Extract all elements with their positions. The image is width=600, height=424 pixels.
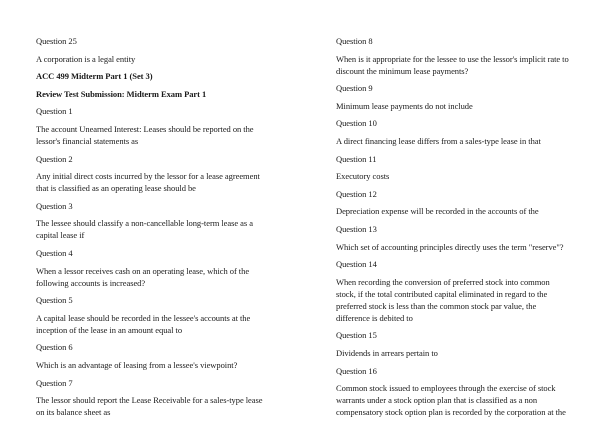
left-column [36, 35, 271, 424]
question-text: Dividends in arrears pertain to [336, 347, 438, 358]
question-number: Question 15 [336, 330, 377, 341]
question-text: When a lessor receives cash on an operating lease, which of the following accounts is increased? [36, 265, 250, 288]
question-text: Executory costs [336, 171, 390, 182]
question-number: Question 13 [336, 223, 377, 234]
question-text: The account Unearned Interest: Leases should be reported on the lessor's financial statements as [36, 123, 254, 146]
question-number: Question 2 [36, 153, 73, 164]
question-text: Which is an advantage of leasing from a lessee's viewpoint? [36, 359, 238, 370]
question-number: Question 1 [36, 106, 73, 117]
question-number: Question 6 [36, 342, 73, 353]
question-number: Question 3 [36, 200, 73, 211]
question-number: Question 14 [336, 259, 377, 270]
question-text: Minimum lease payments do not include [336, 100, 473, 111]
question-text: When recording the conversion of preferred stock into common stock, if the total contributed capital eliminated in regard to the preferred stock is less than the common stock par value, the difference is debited to [336, 276, 550, 323]
question-text: Any initial direct costs incurred by the lessor for a lease agreement that is classified as an operating lease should be [36, 171, 260, 194]
question-text: A capital lease should be recorded in the lessee's accounts at the inception of the lease in an amount equal to [36, 312, 251, 335]
right-column [336, 35, 571, 424]
question-number: Question 5 [36, 295, 73, 306]
question-number: Question 4 [36, 247, 73, 258]
question-number: Question 11 [336, 153, 377, 164]
section-heading: Review Test Submission: Midterm Exam Part 1 [36, 88, 207, 99]
question-number: Question 9 [336, 83, 373, 94]
question-text: A corporation is a legal entity [36, 53, 136, 64]
question-number: Question 10 [336, 118, 377, 129]
question-text: The lessee should classify a non-cancellable long-term lease as a capital lease if [36, 218, 253, 241]
question-text: A direct financing lease differs from a sales-type lease in that [336, 135, 541, 146]
question-text: Common stock issued to employees through the exercise of stock warrants under a stock option plan that is classified as a non compensatory stock option plan is recorded by the corporation at the [336, 383, 566, 418]
question-text: The lessor should report the Lease Receivable for a sales-type lease on its balance sheet as [36, 395, 263, 418]
question-number: Question 7 [36, 377, 73, 388]
section-heading: ACC 499 Midterm Part 1 (Set 3) [36, 71, 153, 82]
question-text: When is it appropriate for the lessee to use the lessor's implicit rate to discount the minimum lease payments? [336, 53, 569, 76]
question-text: Depreciation expense will be recorded in the accounts of the [336, 206, 539, 217]
question-number: Question 25 [36, 36, 77, 46]
question-text: Which set of accounting principles directly uses the term "reserve"? [336, 241, 564, 252]
question-number: Question 12 [336, 188, 377, 199]
question-number: Question 16 [336, 365, 377, 376]
question-number: Question 8 [336, 36, 373, 46]
